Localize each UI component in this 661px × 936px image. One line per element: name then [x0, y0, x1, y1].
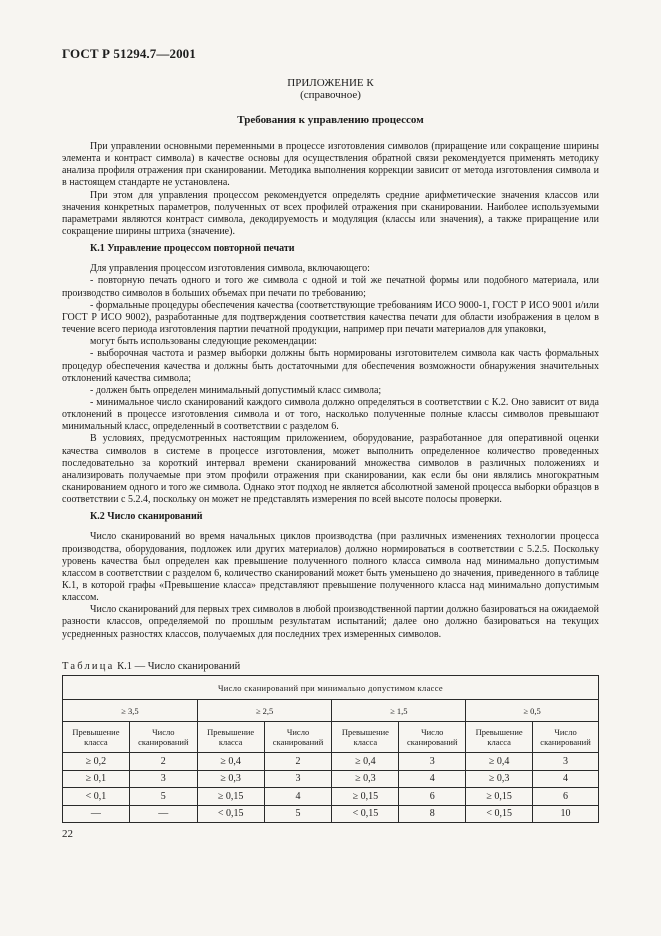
group-header: ≥ 1,5	[332, 700, 466, 722]
document-header: ГОСТ Р 51294.7—2001	[62, 46, 196, 61]
table-cell: ≥ 0,3	[197, 770, 264, 788]
column-header-excess: Превышение класса	[466, 722, 533, 753]
table-cell: ≥ 0,4	[332, 753, 399, 771]
table-cell: —	[63, 805, 130, 823]
table-caption	[62, 661, 240, 672]
paragraph: - выборочная частота и размер выборки должны быть нормированы изготовителем символа как часть формальных процедур обеспечения качества и должны быть достаточными для обеспечения возможности обнаружения значительных отклонений качества символа;	[62, 348, 599, 384]
table-cell: ≥ 0,15	[197, 788, 264, 806]
table-caption-prefix: Таблица	[62, 661, 115, 672]
paragraph: В условиях, предусмотренных настоящим приложением, оборудование, разработанное для оперативной оценки качества символов в системе в процессе изготовления, может выполнить определенное количество проведенных последовательно за короткий интервал времени сканирований множества символов в различных положениях и анализировать получаемые при этом профили отражения при сканировании, как если бы они являлись многократным сканированием одного и того же символа. Однако этот подход не является абсолютной заменой процесса выборки образцов в соответствии с 5.2.4, поскольку он может не представлять измерения по всей высоте полосы проверки.	[62, 433, 599, 506]
table-cell: 10	[533, 805, 599, 823]
group-header: ≥ 0,5	[466, 700, 599, 722]
table-row	[63, 753, 599, 771]
table-caption-text: К.1 — Число сканирований	[117, 661, 241, 672]
table-row	[63, 805, 599, 823]
column-header-count: Число сканирований	[129, 722, 197, 753]
table-cell: ≥ 0,4	[466, 753, 533, 771]
paragraph: Число сканирований для первых трех символов в любой производственной партии должно базироваться на ожидаемой разности классов, определяемой по прошлым результатам испытаний; далее оно должно базироваться на текущих усредненных разностях классов, получаемых для последних трех измеренных символов.	[62, 604, 599, 640]
table-cell: 4	[399, 770, 466, 788]
column-header-count: Число сканирований	[533, 722, 599, 753]
table-cell: 2	[129, 753, 197, 771]
page-number: 22	[62, 828, 73, 840]
table-cell: ≥ 0,15	[332, 788, 399, 806]
column-header-excess: Превышение класса	[332, 722, 399, 753]
table-cell: 6	[399, 788, 466, 806]
table-row	[63, 770, 599, 788]
table-cell: 6	[533, 788, 599, 806]
page-title: Требования к управлению процессом	[237, 114, 424, 126]
table-cell: 2	[264, 753, 332, 771]
table-cell: 5	[264, 805, 332, 823]
table-title: Число сканирований при минимально допустимом классе	[63, 676, 599, 700]
table-cell: ≥ 0,3	[332, 770, 399, 788]
table-cell: ≥ 0,3	[466, 770, 533, 788]
paragraph: - повторную печать одного и того же символа с одной и той же печатной формы или подобного материала, или производство символов в больших объемах при печати по требованию;	[62, 275, 599, 299]
table-cell: < 0,15	[332, 805, 399, 823]
section-heading-k2: К.2 Число сканирований	[90, 511, 203, 523]
paragraph: При этом для управления процессом рекомендуется определять средние арифметические значения классов или значения конкретных параметров, полученных от всех профилей отражения при сканировании. Наиболее используемыми параметрами являются контраст символа, декодируемость и модуляция (классы или значения), а также приращение или сокращение ширины штриха (значение).	[62, 189, 599, 238]
table-cell: 3	[264, 770, 332, 788]
table-cell: —	[129, 805, 197, 823]
table-cell: ≥ 0,2	[63, 753, 130, 771]
section-heading-k1: К.1 Управление процессом повторной печати	[90, 243, 295, 255]
table-cell: ≥ 0,1	[63, 770, 130, 788]
scans-table	[62, 675, 599, 823]
table-cell: < 0,1	[63, 788, 130, 806]
appendix-heading	[0, 77, 661, 101]
table-cell: ≥ 0,15	[466, 788, 533, 806]
paragraph: Для управления процессом изготовления символа, включающего:	[90, 263, 370, 275]
table-row	[63, 788, 599, 806]
paragraph: Число сканирований во время начальных циклов производства (при различных изменениях технологии процесса производства, оборудования, подложек или других материалов) должно нормироваться в соответствии с 5.2.5. Поскольку уровень качества был определен как превышение полученного полного класса символа над минимально допустимым классом в соответствии с разделом 6, количество сканирований может быть уменьшено до значения, приведенного в таблице К.1, в которой графы «Превышение класса» представляют превышение полученного класса над минимально допустимым классом.	[62, 531, 599, 604]
group-header: ≥ 2,5	[197, 700, 332, 722]
table-cell: 3	[129, 770, 197, 788]
group-header: ≥ 3,5	[63, 700, 198, 722]
paragraph: - должен быть определен минимальный допустимый класс символа;	[90, 384, 382, 396]
paragraph: могут быть использованы следующие рекомендации:	[90, 336, 317, 348]
table-cell: 8	[399, 805, 466, 823]
table-cell: 3	[399, 753, 466, 771]
paragraph: При управлении основными переменными в процессе изготовления символов (приращение или сокращение ширины элемента и контраст символа) в качестве основы для осуществления обратной связи рекомендуется применять методику анализа профиля отражения при сканировании. Методика выполнения коррекции зависит от метода изготовления символа и в настоящем стандарте не установлена.	[62, 141, 599, 189]
table-cell: 4	[533, 770, 599, 788]
column-header-excess: Превышение класса	[197, 722, 264, 753]
table-cell: 5	[129, 788, 197, 806]
body-text	[62, 141, 599, 641]
column-header-count: Число сканирований	[399, 722, 466, 753]
column-header-count: Число сканирований	[264, 722, 332, 753]
column-header-excess: Превышение класса	[63, 722, 130, 753]
table-cell: < 0,15	[466, 805, 533, 823]
table-cell: 4	[264, 788, 332, 806]
table-cell: ≥ 0,4	[197, 753, 264, 771]
table-cell: < 0,15	[197, 805, 264, 823]
appendix-title: ПРИЛОЖЕНИЕ К	[287, 77, 374, 89]
appendix-subtitle: (справочное)	[300, 89, 361, 101]
paragraph: - формальные процедуры обеспечения качества (соответствующие требованиям ИСО 9000-1, ГОСТ Р ИСО 9001 и/или ГОСТ Р ИСО 9002), разработанные для подтверждения соответствия качества печати для области изображения в целом в течение всего периода изготовления партии печатной продукции, например при печати материалов для упаковки,	[62, 299, 599, 336]
paragraph: - минимальное число сканирований каждого символа должно определяться в соответствии с К.2. Оно зависит от вида отклонений в процессе изготовления символа и от того, насколько полученные полные классы символов превышают минимальный класс, определенный в соответствии с разделом 6.	[62, 396, 599, 433]
table-cell: 3	[533, 753, 599, 771]
